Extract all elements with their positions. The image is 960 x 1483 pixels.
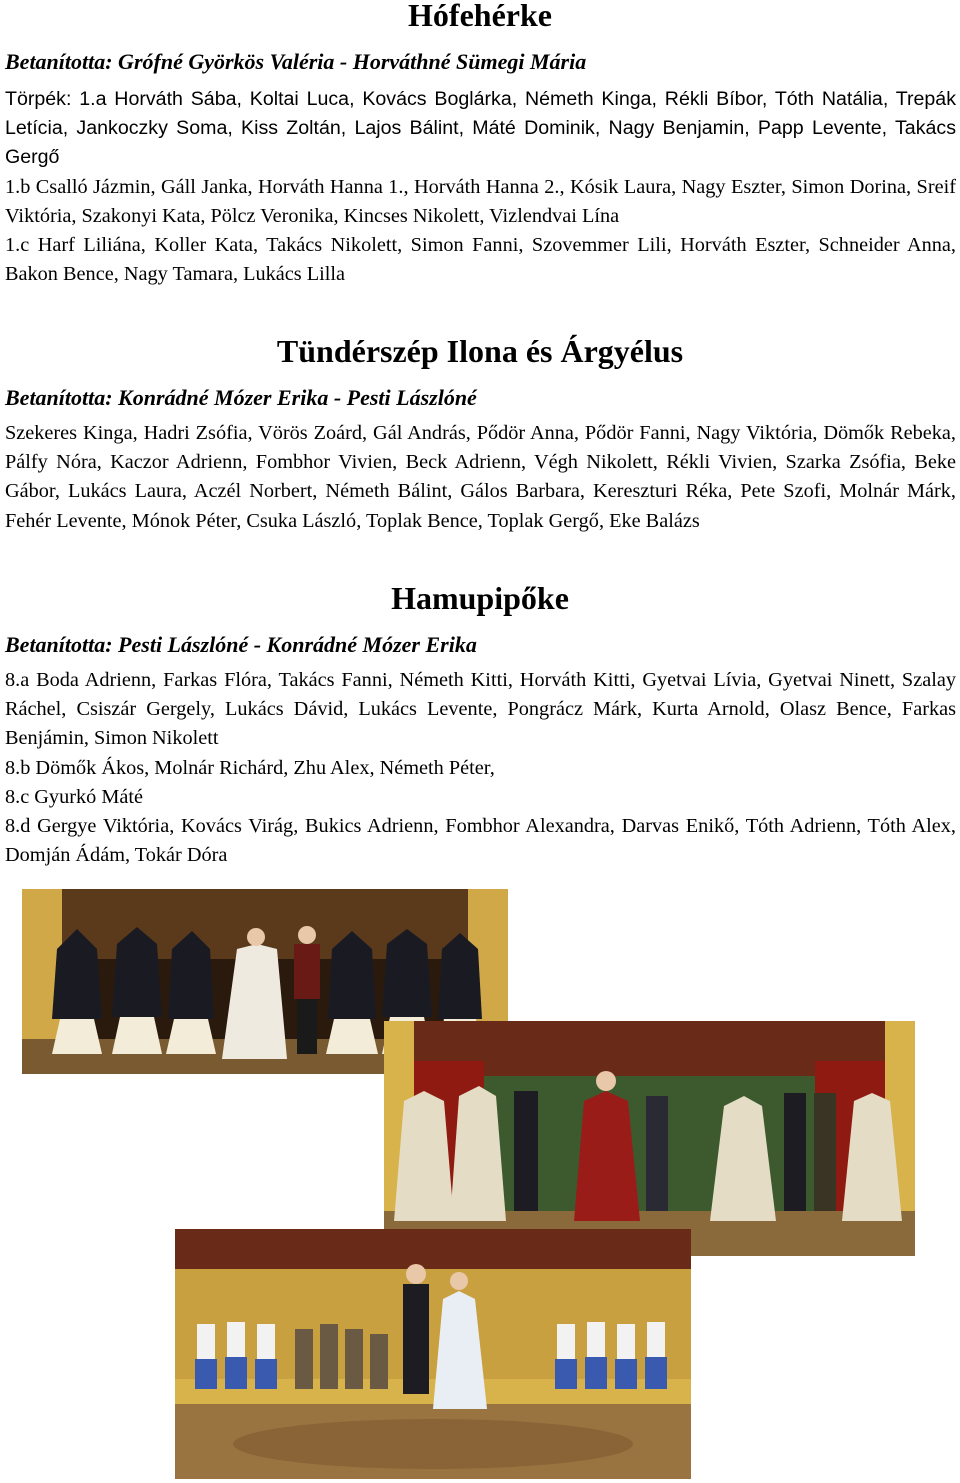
cast-paragraph: 8.d Gergye Viktória, Kovács Virág, Bukics Adrienn, Fombhor Alexandra, Darvas Enikő, Tóth Adrienn, Tóth Alex, Domján Ádám, Tokár Dóra (5, 815, 956, 867)
section-title-tunderszep-ilona: Tündérszép Ilona és Árgyélus (276, 333, 684, 369)
cast-paragraph: 8.b Dömők Ákos, Molnár Richárd, Zhu Alex, Németh Péter, (5, 756, 495, 779)
credit-line-hamupipoke: Betanította: Pesti Lászlóné - Konrádné Mózer Erika (5, 632, 477, 657)
credit-line-hofeherke: Betanította: Grófné Györkös Valéria - Horváthné Sümegi Mária (5, 49, 587, 74)
cast-list-hamupipoke (0, 666, 960, 870)
credit-line-tunderszep-ilona: Betanította: Konrádné Mózer Erika - Pesti Lászlóné (5, 385, 477, 410)
cast-list-tunderszep-ilona (0, 419, 960, 536)
cast-paragraph: 8.a Boda Adrienn, Farkas Flóra, Takács Fanni, Németh Kitti, Horváth Kitti, Gyetvai Lívia, Gyetvai Ninett, Szalay Ráchel, Csiszár Gergely, Lukács Dávid, Lukács Levente, Pongrácz Márk, Kurta Arnold, Olasz Bence, Farkas Benjámin, Simon Nikolett (5, 669, 956, 750)
cast-paragraph: 8.c Gyurkó Máté (5, 785, 143, 808)
section-title-hofeherke: Hófehérke (408, 0, 552, 33)
stage-photo-children (175, 1229, 691, 1479)
cast-paragraph: 1.c Harf Liliána, Koller Kata, Takács Nikolett, Simon Fanni, Szovemmer Lili, Horváth Eszter, Schneider Anna, Bakon Bence, Nagy Tamara, Lukács Lilla (5, 234, 956, 286)
cast-list-hofeherke (0, 85, 960, 289)
cast-paragraph: Törpék: 1.a Horváth Sába, Koltai Luca, Kovács Boglárka, Németh Kinga, Rékli Bíbor, Tóth Natália, Trepák Letícia, Jankoczky Soma, Kiss Zoltán, Lajos Bálint, Máté Dominik, Nagy Benjamin, Papp Levente, Takács Gergő (5, 88, 956, 169)
cast-paragraph: 1.b Csalló Jázmin, Gáll Janka, Horváth Hanna 1., Horváth Hanna 2., Kósik Laura, Nagy Eszter, Simon Dorina, Sreif Viktória, Szakonyi Kata, Pölcz Veronika, Kincses Nikolett, Vizlendvai Lína (5, 175, 956, 227)
stage-photo-gowns (384, 1021, 915, 1256)
cast-paragraph: Szekeres Kinga, Hadri Zsófia, Vörös Zoárd, Gál András, Pődör Anna, Pődör Fanni, Nagy Viktória, Dömők Rebeka, Pálfy Nóra, Kaczor Adrienn, Fombhor Vivien, Beck Adrienn, Végh Nikolett, Rékli Vivien, Szarka Zsófia, Beke Gábor, Lukács Laura, Aczél Norbert, Németh Bálint, Gálos Barbara, Kereszturi Réka, Pete Szofi, Molnár Márk, Fehér Levente, Mónok Péter, Csuka László, Toplak Bence, Toplak Gergő, Eke Balázs (5, 422, 956, 532)
section-title-hamupipoke: Hamupipőke (391, 580, 569, 616)
